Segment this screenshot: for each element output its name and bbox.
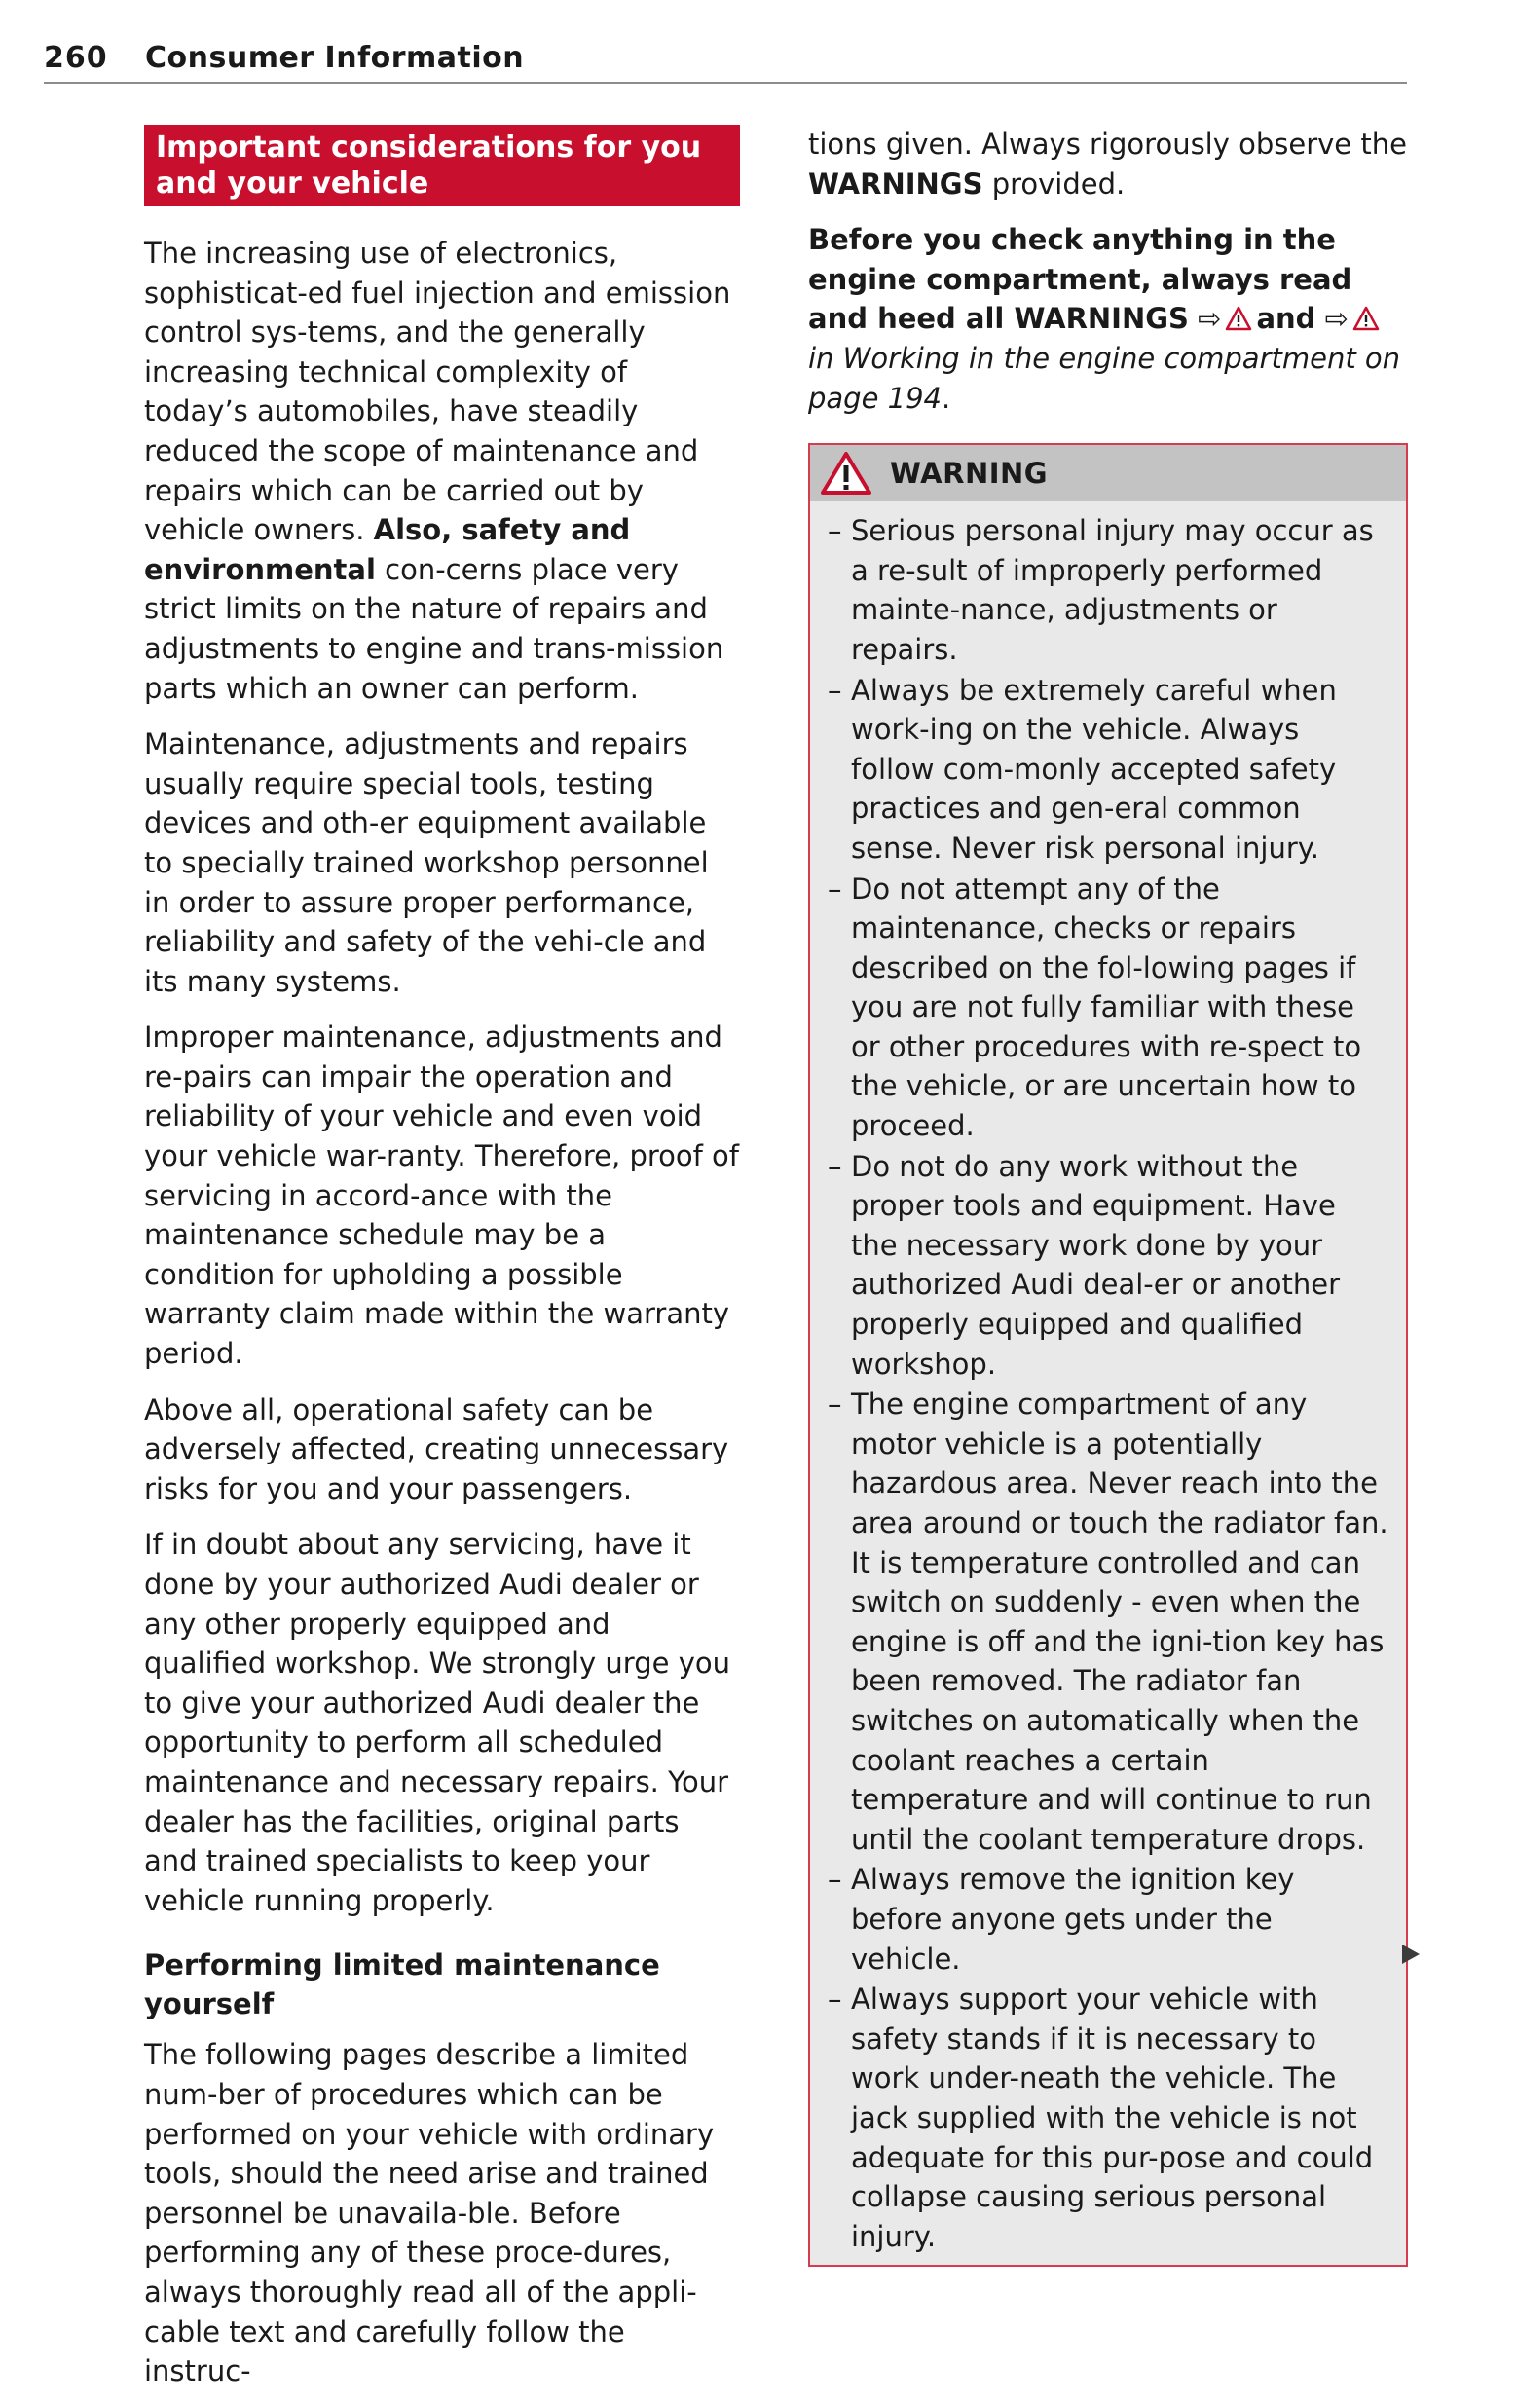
page-header <box>44 39 1407 84</box>
paragraph-text: provided. <box>982 167 1126 201</box>
paragraph-bold: WARNINGS <box>808 167 983 201</box>
warning-triangle-icon[interactable] <box>1352 306 1380 331</box>
warning-reference-paragraph <box>808 220 1408 418</box>
warning-item: – Do not attempt any of the maintenance, checks or repairs described on the fol-lowing pages if you are not fully familiar with these or other procedures with re-spect to the vehicle, or are uncertain how to proceed. <box>828 871 1362 1143</box>
next-page-arrow-icon[interactable] <box>1400 1943 1422 1966</box>
section-title: Consumer Information <box>145 41 525 75</box>
warning-item-text: Always support your vehicle with safety stands if it is necessary to work under-neath the vehicle. The jack supplied with the vehicle is not adequate for this pur-pose and could collapse causing serious personal injury. <box>851 1982 1374 2253</box>
warning-item-text: Always remove the ignition key before anyone gets under the vehicle. <box>851 1863 1295 1976</box>
warning-item: – The engine compartment of any motor vehicle is a potentially hazardous area. Never reach into the area around or touch the radiator fan. It is temperature controlled and can switch on suddenly - even when the engine is off and the igni-tion key has been removed. The radiator fan switches on automatically when the coolant reaches a certain temperature and will continue to run until the coolant temperature drops. <box>828 1388 1388 1856</box>
warning-box <box>808 443 1408 2267</box>
paragraph-text: con-cerns place very strict limits on the nature of repairs and adjustments to engine and trans-mission parts which an owner can perform. <box>144 552 724 705</box>
paragraph-text: tions given. Always rigorously observe the <box>808 128 1407 161</box>
section-banner: Important considerations for you and your vehicle <box>144 125 740 206</box>
page-number: 260 <box>44 41 108 75</box>
paragraph: Maintenance, adjustments and repairs usually require special tools, testing devices and oth-er equipment available to specially trained workshop personnel in order to assure proper performance, reliability and safety of the vehi-cle and its many systems. <box>144 727 709 998</box>
warning-item: – Serious personal injury may occur as a re-sult of improperly performed mainte-nance, adjustments or repairs. <box>828 514 1374 666</box>
left-column <box>144 125 740 2408</box>
warning-item: – Always be extremely careful when work-ing on the vehicle. Always follow com-monly accepted safety practices and gen-eral common sense. Never risk personal injury. <box>828 673 1337 865</box>
and-word: and <box>1256 302 1316 336</box>
right-arrow-icon: ⇨ <box>1324 302 1349 336</box>
warning-item: – Always support your vehicle with safety stands if it is necessary to work under-neath the vehicle. The jack supplied with the vehicle is not adequate for this pur-pose and could collapse causing serious personal injury. <box>828 1982 1374 2253</box>
warning-triangle-icon <box>820 451 872 496</box>
warning-item-text: Do not do any work without the proper tools and equipment. Have the necessary work done by your authorized Audi deal-er or another properly equipped and qualified workshop. <box>851 1149 1341 1381</box>
warning-item-text: Always be extremely careful when work-ing on the vehicle. Always follow com-monly accepted safety practices and gen-eral common sense. Never risk personal injury. <box>851 673 1337 865</box>
paragraph: The following pages describe a limited num-ber of procedures which can be performed on your vehicle with ordinary tools, should the need arise and trained personnel be unavaila-ble. Before performing any of these proce-dures, always thoroughly read all of the appli-cable text and carefully follow the instruc- <box>144 2038 715 2389</box>
paragraph: Improper maintenance, adjustments and re-pairs can impair the operation and reliability of your vehicle and even void your vehicle war-ranty. Therefore, proof of servicing in accord-ance with the maintenance schedule may be a condition for upholding a possible warranty claim made within the warranty period. <box>144 1020 739 1371</box>
page-reference-link[interactable]: in Working in the engine compartment on page 194 <box>808 341 1401 415</box>
right-column <box>808 125 1408 2267</box>
warning-item-text: The engine compartment of any motor vehicle is a potentially hazardous area. Never reach into the area around or touch the radiator fan. It is temperature controlled and can switch on suddenly - even when the engine is off and the igni-tion key has been removed. The radiator fan switches on automatically when the coolant reaches a certain temperature and will continue to run until the coolant temperature drops. <box>851 1388 1388 1856</box>
bold-line: Before you check anything in the engine compartment, always read and heed all WARNINGS <box>808 223 1352 336</box>
warning-item: – Always remove the ignition key before anyone gets under the vehicle. <box>828 1863 1295 1976</box>
paragraph-text: . <box>942 381 951 415</box>
warning-header <box>810 445 1406 501</box>
warning-list <box>810 501 1406 2265</box>
warning-item: – Do not do any work without the proper tools and equipment. Have the necessary work done by your authorized Audi deal-er or another properly equipped and qualified workshop. <box>828 1149 1341 1381</box>
warning-title: WARNING <box>890 457 1049 491</box>
subheading: Performing limited maintenance yourself <box>144 1948 660 2021</box>
warning-item-text: Serious personal injury may occur as a re-sult of improperly performed mainte-nance, adjustments or repairs. <box>851 514 1374 666</box>
right-arrow-icon: ⇨ <box>1198 302 1222 336</box>
warning-triangle-icon[interactable] <box>1225 306 1252 331</box>
paragraph: If in doubt about any servicing, have it done by your authorized Audi dealer or any other properly equipped and qualified workshop. We strongly urge you to give your authorized Audi dealer the opportunity to perform all scheduled maintenance and necessary repairs. Your dealer has the facilities, original parts and trained specialists to keep your vehicle running properly. <box>144 1528 730 1917</box>
paragraph-text: The increasing use of electronics, sophisticat-ed fuel injection and emission control sys-tems, and the generally increasing technical complexity of today’s automobiles, have steadily reduced the scope of maintenance and repairs which can be carried out by vehicle owners. <box>144 237 731 547</box>
paragraph-bold: Also, safety and environmental <box>144 513 631 586</box>
paragraph <box>144 234 740 708</box>
paragraph: Above all, operational safety can be adversely affected, creating unnecessary risks for you and your passengers. <box>144 1392 729 1505</box>
paragraph <box>808 125 1408 204</box>
warning-item-text: Do not attempt any of the maintenance, checks or repairs described on the fol-lowing pages if you are not fully familiar with these or other procedures with re-spect to the vehicle, or are uncertain how to proceed. <box>851 871 1362 1143</box>
